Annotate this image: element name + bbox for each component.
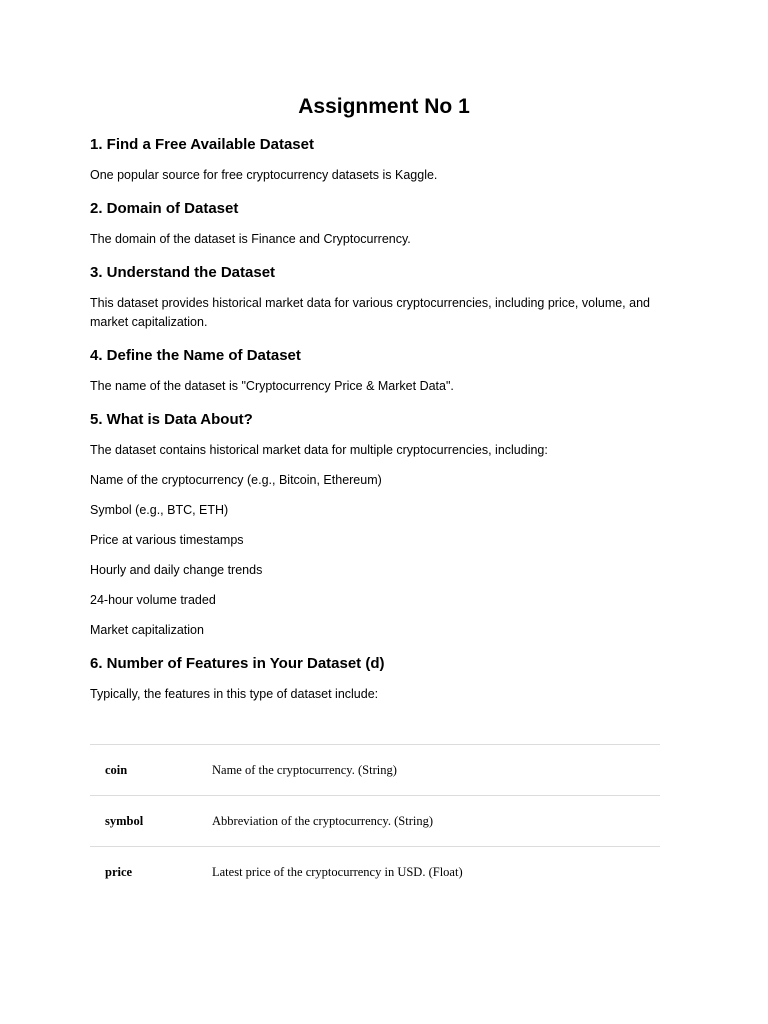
- table-row: [90, 796, 660, 847]
- data-about-item: Symbol (e.g., BTC, ETH): [90, 503, 229, 517]
- document-body: [90, 134, 670, 704]
- section-4-heading: 4. Define the Name of Dataset: [90, 347, 301, 364]
- data-about-item: Price at various timestamps: [90, 533, 244, 547]
- section-6-paragraph: Typically, the features in this type of dataset include:: [90, 687, 379, 701]
- data-about-item: 24-hour volume traded: [90, 593, 216, 607]
- features-table: [90, 744, 660, 897]
- feature-name: coin: [105, 762, 128, 777]
- section-1-paragraph: One popular source for free cryptocurrency datasets is Kaggle.: [90, 168, 438, 182]
- feature-description: Abbreviation of the cryptocurrency. (String): [212, 813, 433, 828]
- section-3-heading: 3. Understand the Dataset: [90, 264, 276, 281]
- feature-description: Name of the cryptocurrency. (String): [212, 762, 397, 777]
- table-row: [90, 745, 660, 796]
- feature-name: symbol: [105, 813, 144, 828]
- section-6-heading: 6. Number of Features in Your Dataset (d): [90, 655, 385, 672]
- section-5-heading: 5. What is Data About?: [90, 411, 253, 428]
- data-about-item: Hourly and daily change trends: [90, 563, 263, 577]
- section-4-paragraph: The name of the dataset is "Cryptocurrency Price & Market Data".: [90, 379, 454, 393]
- section-2-heading: 2. Domain of Dataset: [90, 200, 239, 217]
- feature-name: price: [105, 864, 133, 879]
- data-about-item: Name of the cryptocurrency (e.g., Bitcoin, Ethereum): [90, 473, 382, 487]
- section-3-paragraph: This dataset provides historical market data for various cryptocurrencies, including price, volume, and market capitalization.: [90, 296, 650, 329]
- data-about-item: Market capitalization: [90, 623, 204, 637]
- table-row: [90, 847, 660, 898]
- feature-description: Latest price of the cryptocurrency in USD. (Float): [212, 864, 463, 879]
- section-5-paragraph: The dataset contains historical market data for multiple cryptocurrencies, including:: [90, 443, 548, 457]
- section-1-heading: 1. Find a Free Available Dataset: [90, 136, 314, 153]
- document-title: Assignment No 1: [298, 95, 470, 118]
- section-2-paragraph: The domain of the dataset is Finance and Cryptocurrency.: [90, 232, 411, 246]
